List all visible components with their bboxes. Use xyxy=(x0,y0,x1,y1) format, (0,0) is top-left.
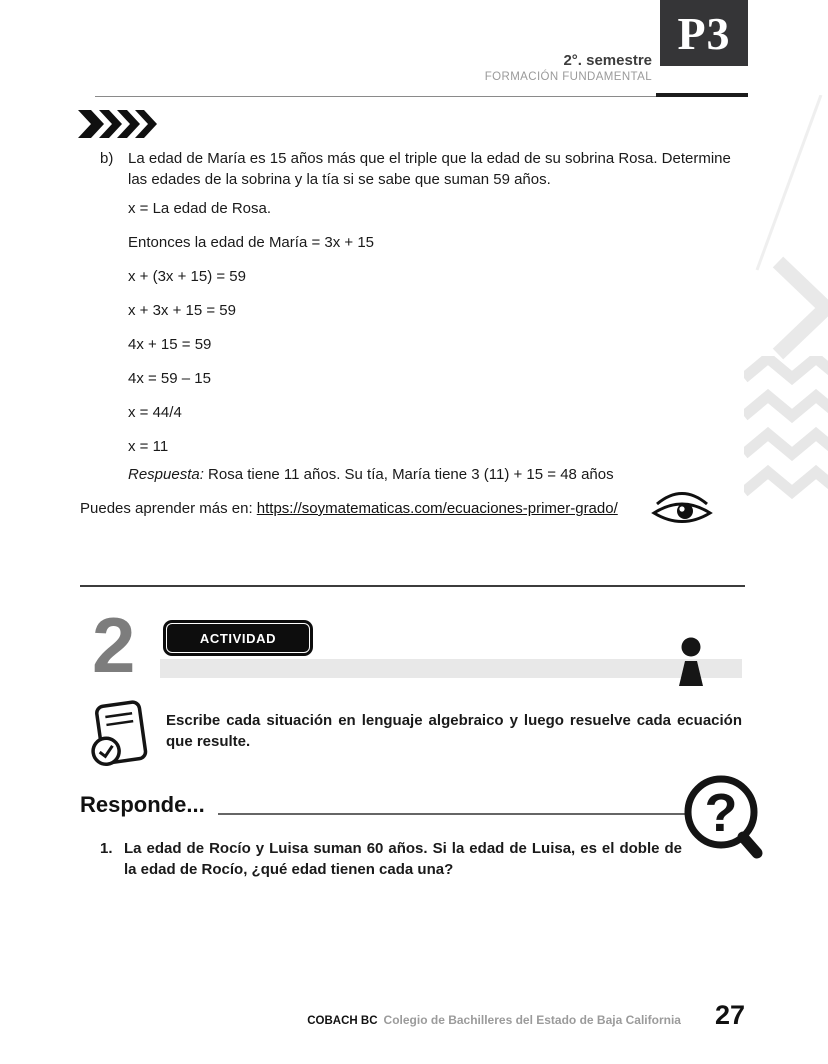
section-divider xyxy=(80,585,745,587)
solution-step: x = 11 xyxy=(128,438,169,455)
semester-label: 2°. semestre xyxy=(563,52,652,69)
learn-more-line xyxy=(80,500,618,517)
solution-step: Entonces la edad de María = 3x + 15 xyxy=(128,234,374,251)
decor-chevron-outline xyxy=(760,256,828,360)
problem-b xyxy=(100,148,745,190)
checklist-booklet-icon xyxy=(83,698,159,772)
solution-step: x + (3x + 15) = 59 xyxy=(128,268,246,285)
person-icon xyxy=(673,637,709,687)
responde-title: Responde... xyxy=(80,792,205,817)
solution-step: x = La edad de Rosa. xyxy=(128,200,272,217)
learn-more-prefix: Puedes aprender más en: xyxy=(80,500,257,517)
header-rule xyxy=(95,96,742,97)
footer xyxy=(80,1000,745,1031)
activity-badge-label: ACTIVIDAD xyxy=(199,630,277,646)
question-item-1 xyxy=(100,838,682,880)
solution-step: 4x + 15 = 59 xyxy=(128,336,212,353)
question-item-text: La edad de Rocío y Luisa suman 60 años. Si la edad de Luisa, es el doble de la edad de Rocío, ¿qué edad tienen cada una? xyxy=(124,840,682,878)
decor-zigzag-pattern xyxy=(744,356,828,508)
answer-label: Respuesta: xyxy=(128,466,204,483)
activity-badge xyxy=(163,620,313,656)
decor-diagonal-line xyxy=(743,95,828,275)
solution-step: x = 44/4 xyxy=(128,404,182,421)
solution-steps xyxy=(128,201,374,473)
question-item-number: 1. xyxy=(100,840,113,857)
learn-more-link[interactable]: https://soymatematicas.com/ecuaciones-primer-grado/ xyxy=(256,500,618,517)
badge-label: P3 xyxy=(677,7,731,59)
page-number: 27 xyxy=(714,1000,745,1030)
problem-b-label: b) xyxy=(100,150,114,167)
footer-organization: Colegio de Bachilleres del Estado de Baja California xyxy=(383,1013,681,1027)
solution-step: x + 3x + 15 = 59 xyxy=(128,302,236,319)
activity-bar xyxy=(160,659,742,678)
footer-brand: COBACH BC xyxy=(307,1015,378,1027)
page-corner-badge xyxy=(660,0,748,66)
question-mark-icon xyxy=(676,770,766,860)
activity-number: 2 xyxy=(92,601,136,689)
activity-instruction: Escribe cada situación en lenguaje algebraico y luego resuelve cada ecuación que resulte. xyxy=(166,712,742,750)
program-label: FORMACIÓN FUNDAMENTAL xyxy=(484,71,652,83)
header xyxy=(300,52,652,83)
svg-text:?: ? xyxy=(704,783,738,843)
problem-b-statement: La edad de María es 15 años más que el triple que la edad de su sobrina Rosa. Determine las edades de la sobrina y la tía si se sabe que suman 59 años. xyxy=(128,150,731,188)
answer-line xyxy=(128,466,614,483)
chevrons-icon xyxy=(78,110,158,138)
eye-icon xyxy=(650,489,714,527)
solution-step: 4x = 59 – 15 xyxy=(128,370,211,387)
answer-text: Rosa tiene 11 años. Su tía, María tiene 3 (11) + 15 = 48 años xyxy=(203,466,614,483)
header-rule-accent xyxy=(656,93,748,97)
responde-rule xyxy=(218,813,688,815)
